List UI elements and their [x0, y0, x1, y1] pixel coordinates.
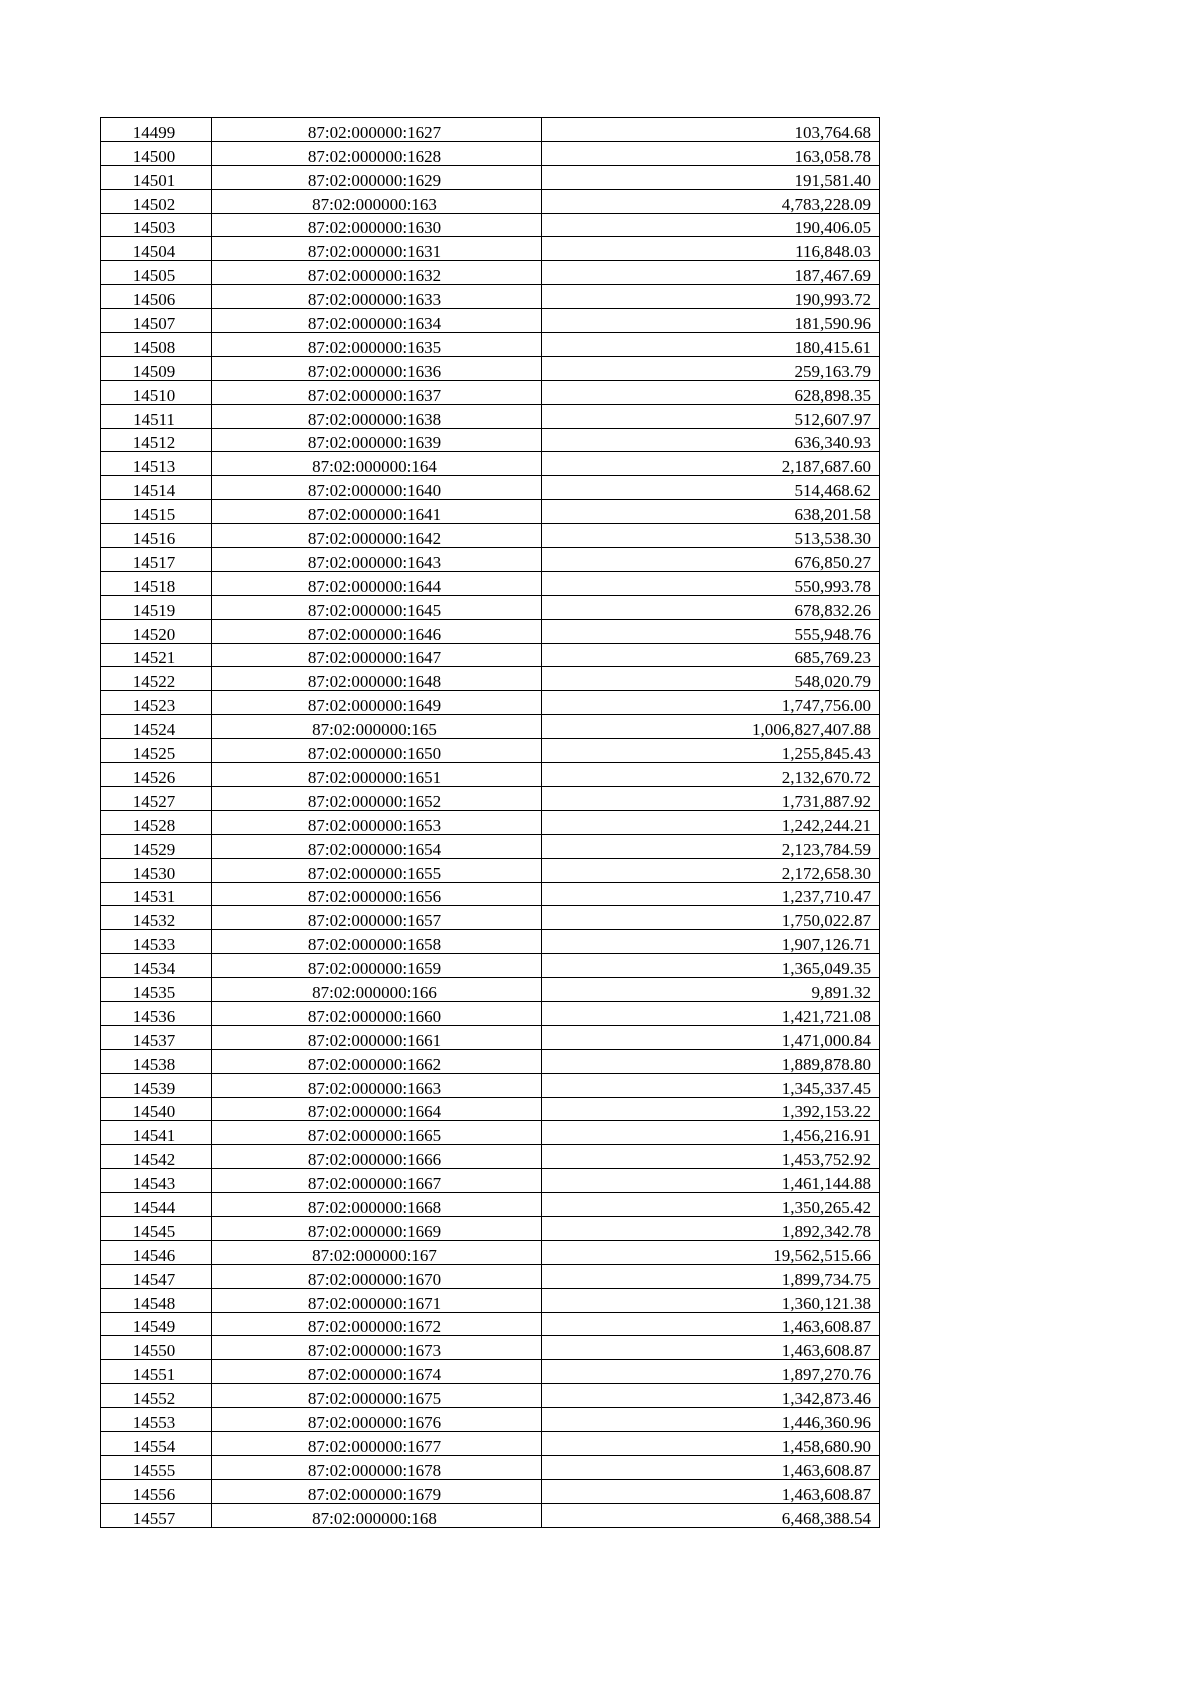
- cadastral-number-cell: 87:02:000000:1669: [212, 1216, 542, 1240]
- cadastral-number-cell: 87:02:000000:1678: [212, 1455, 542, 1479]
- value-cell: 1,392,153.22: [542, 1097, 880, 1121]
- cadastral-number-cell: 87:02:000000:1648: [212, 667, 542, 691]
- cadastral-number-cell: 87:02:000000:168: [212, 1503, 542, 1527]
- table-row: [101, 1312, 880, 1336]
- row-number-cell: 14509: [101, 356, 212, 380]
- table-row: [101, 1121, 880, 1145]
- value-cell: 1,453,752.92: [542, 1145, 880, 1169]
- cadastral-number-cell: 87:02:000000:1666: [212, 1145, 542, 1169]
- cadastral-number-cell: 87:02:000000:1646: [212, 619, 542, 643]
- table-row: [101, 165, 880, 189]
- table-row: [101, 1431, 880, 1455]
- cadastral-number-cell: 87:02:000000:1644: [212, 571, 542, 595]
- cadastral-number-cell: 87:02:000000:1655: [212, 858, 542, 882]
- table-row: [101, 141, 880, 165]
- value-cell: 1,345,337.45: [542, 1073, 880, 1097]
- value-cell: 180,415.61: [542, 333, 880, 357]
- value-cell: 1,365,049.35: [542, 954, 880, 978]
- cadastral-number-cell: 87:02:000000:1637: [212, 380, 542, 404]
- table-row: [101, 715, 880, 739]
- value-cell: 1,889,878.80: [542, 1049, 880, 1073]
- value-cell: 190,406.05: [542, 213, 880, 237]
- row-number-cell: 14504: [101, 237, 212, 261]
- cadastral-number-cell: 87:02:000000:1649: [212, 691, 542, 715]
- row-number-cell: 14510: [101, 380, 212, 404]
- table-row: [101, 1408, 880, 1432]
- cadastral-number-cell: 87:02:000000:1640: [212, 476, 542, 500]
- row-number-cell: 14541: [101, 1121, 212, 1145]
- cadastral-number-cell: 87:02:000000:1662: [212, 1049, 542, 1073]
- row-number-cell: 14542: [101, 1145, 212, 1169]
- row-number-cell: 14557: [101, 1503, 212, 1527]
- row-number-cell: 14545: [101, 1216, 212, 1240]
- table-row: [101, 380, 880, 404]
- row-number-cell: 14511: [101, 404, 212, 428]
- value-cell: 685,769.23: [542, 643, 880, 667]
- cadastral-number-cell: 87:02:000000:1652: [212, 786, 542, 810]
- value-cell: 676,850.27: [542, 548, 880, 572]
- value-cell: 2,172,658.30: [542, 858, 880, 882]
- table-row: [101, 1479, 880, 1503]
- cadastral-number-cell: 87:02:000000:1661: [212, 1025, 542, 1049]
- cadastral-number-cell: 87:02:000000:1665: [212, 1121, 542, 1145]
- table-row: [101, 1097, 880, 1121]
- cadastral-number-cell: 87:02:000000:1668: [212, 1193, 542, 1217]
- value-cell: 103,764.68: [542, 118, 880, 142]
- row-number-cell: 14531: [101, 882, 212, 906]
- table-row: [101, 548, 880, 572]
- row-number-cell: 14548: [101, 1288, 212, 1312]
- row-number-cell: 14527: [101, 786, 212, 810]
- value-cell: 191,581.40: [542, 165, 880, 189]
- cadastral-number-cell: 87:02:000000:1670: [212, 1264, 542, 1288]
- row-number-cell: 14512: [101, 428, 212, 452]
- value-cell: 1,421,721.08: [542, 1001, 880, 1025]
- table-body: [101, 118, 880, 1528]
- row-number-cell: 14555: [101, 1455, 212, 1479]
- table-row: [101, 858, 880, 882]
- value-cell: 2,132,670.72: [542, 763, 880, 787]
- row-number-cell: 14534: [101, 954, 212, 978]
- row-number-cell: 14539: [101, 1073, 212, 1097]
- cadastral-number-cell: 87:02:000000:1672: [212, 1312, 542, 1336]
- row-number-cell: 14515: [101, 500, 212, 524]
- value-cell: 6,468,388.54: [542, 1503, 880, 1527]
- row-number-cell: 14523: [101, 691, 212, 715]
- row-number-cell: 14543: [101, 1169, 212, 1193]
- value-cell: 1,899,734.75: [542, 1264, 880, 1288]
- table-row: [101, 189, 880, 213]
- table-row: [101, 1503, 880, 1527]
- value-cell: 259,163.79: [542, 356, 880, 380]
- row-number-cell: 14521: [101, 643, 212, 667]
- row-number-cell: 14540: [101, 1097, 212, 1121]
- value-cell: 1,458,680.90: [542, 1431, 880, 1455]
- value-cell: 1,456,216.91: [542, 1121, 880, 1145]
- value-cell: 628,898.35: [542, 380, 880, 404]
- value-cell: 638,201.58: [542, 500, 880, 524]
- cadastral-number-cell: 87:02:000000:1647: [212, 643, 542, 667]
- table-row: [101, 1049, 880, 1073]
- value-cell: 1,897,270.76: [542, 1360, 880, 1384]
- cadastral-number-cell: 87:02:000000:1677: [212, 1431, 542, 1455]
- row-number-cell: 14550: [101, 1336, 212, 1360]
- row-number-cell: 14505: [101, 261, 212, 285]
- row-number-cell: 14499: [101, 118, 212, 142]
- row-number-cell: 14520: [101, 619, 212, 643]
- row-number-cell: 14517: [101, 548, 212, 572]
- cadastral-number-cell: 87:02:000000:1639: [212, 428, 542, 452]
- cadastral-number-cell: 87:02:000000:1675: [212, 1384, 542, 1408]
- table-row: [101, 1001, 880, 1025]
- table-row: [101, 333, 880, 357]
- value-cell: 2,187,687.60: [542, 452, 880, 476]
- table-row: [101, 1216, 880, 1240]
- value-cell: 1,242,244.21: [542, 810, 880, 834]
- row-number-cell: 14513: [101, 452, 212, 476]
- row-number-cell: 14551: [101, 1360, 212, 1384]
- row-number-cell: 14502: [101, 189, 212, 213]
- value-cell: 678,832.26: [542, 595, 880, 619]
- table-row: [101, 619, 880, 643]
- row-number-cell: 14546: [101, 1240, 212, 1264]
- table-row: [101, 1288, 880, 1312]
- row-number-cell: 14508: [101, 333, 212, 357]
- table-row: [101, 595, 880, 619]
- value-cell: 548,020.79: [542, 667, 880, 691]
- cadastral-number-cell: 87:02:000000:1632: [212, 261, 542, 285]
- cadastral-number-cell: 87:02:000000:1679: [212, 1479, 542, 1503]
- cadastral-number-cell: 87:02:000000:1660: [212, 1001, 542, 1025]
- row-number-cell: 14530: [101, 858, 212, 882]
- table-row: [101, 428, 880, 452]
- cadastral-number-cell: 87:02:000000:167: [212, 1240, 542, 1264]
- cadastral-number-cell: 87:02:000000:1671: [212, 1288, 542, 1312]
- table-row: [101, 882, 880, 906]
- table-row: [101, 261, 880, 285]
- cadastral-number-cell: 87:02:000000:1633: [212, 285, 542, 309]
- cadastral-number-cell: 87:02:000000:1676: [212, 1408, 542, 1432]
- cadastral-number-cell: 87:02:000000:165: [212, 715, 542, 739]
- row-number-cell: 14525: [101, 739, 212, 763]
- value-cell: 512,607.97: [542, 404, 880, 428]
- cadastral-number-cell: 87:02:000000:1653: [212, 810, 542, 834]
- table-row: [101, 930, 880, 954]
- cadastral-number-cell: 87:02:000000:1658: [212, 930, 542, 954]
- table-row: [101, 571, 880, 595]
- table-row: [101, 834, 880, 858]
- table-row: [101, 404, 880, 428]
- row-number-cell: 14554: [101, 1431, 212, 1455]
- table-row: [101, 118, 880, 142]
- table-row: [101, 810, 880, 834]
- cadastral-number-cell: 87:02:000000:1650: [212, 739, 542, 763]
- value-cell: 9,891.32: [542, 978, 880, 1002]
- row-number-cell: 14524: [101, 715, 212, 739]
- value-cell: 1,237,710.47: [542, 882, 880, 906]
- row-number-cell: 14552: [101, 1384, 212, 1408]
- table-row: [101, 1169, 880, 1193]
- value-cell: 1,360,121.38: [542, 1288, 880, 1312]
- table-row: [101, 237, 880, 261]
- value-cell: 1,463,608.87: [542, 1312, 880, 1336]
- row-number-cell: 14529: [101, 834, 212, 858]
- table-row: [101, 643, 880, 667]
- cadastral-number-cell: 87:02:000000:1638: [212, 404, 542, 428]
- value-cell: 1,350,265.42: [542, 1193, 880, 1217]
- value-cell: 1,446,360.96: [542, 1408, 880, 1432]
- value-cell: 1,463,608.87: [542, 1479, 880, 1503]
- value-cell: 187,467.69: [542, 261, 880, 285]
- row-number-cell: 14507: [101, 309, 212, 333]
- value-cell: 1,463,608.87: [542, 1336, 880, 1360]
- table-row: [101, 739, 880, 763]
- table-row: [101, 213, 880, 237]
- value-cell: 1,747,756.00: [542, 691, 880, 715]
- table-row: [101, 763, 880, 787]
- row-number-cell: 14522: [101, 667, 212, 691]
- row-number-cell: 14538: [101, 1049, 212, 1073]
- table-row: [101, 1145, 880, 1169]
- table-row: [101, 356, 880, 380]
- value-cell: 1,255,845.43: [542, 739, 880, 763]
- cadastral-number-cell: 87:02:000000:1657: [212, 906, 542, 930]
- table-row: [101, 1240, 880, 1264]
- cadastral-number-cell: 87:02:000000:1641: [212, 500, 542, 524]
- data-table: [100, 117, 880, 1528]
- value-cell: 163,058.78: [542, 141, 880, 165]
- cadastral-number-cell: 87:02:000000:1631: [212, 237, 542, 261]
- table-row: [101, 1455, 880, 1479]
- table-row: [101, 1336, 880, 1360]
- cadastral-number-cell: 87:02:000000:1651: [212, 763, 542, 787]
- table-row: [101, 691, 880, 715]
- cadastral-number-cell: 87:02:000000:163: [212, 189, 542, 213]
- row-number-cell: 14526: [101, 763, 212, 787]
- table-row: [101, 1193, 880, 1217]
- row-number-cell: 14532: [101, 906, 212, 930]
- value-cell: 116,848.03: [542, 237, 880, 261]
- row-number-cell: 14500: [101, 141, 212, 165]
- table-row: [101, 285, 880, 309]
- row-number-cell: 14518: [101, 571, 212, 595]
- cadastral-number-cell: 87:02:000000:1635: [212, 333, 542, 357]
- row-number-cell: 14519: [101, 595, 212, 619]
- row-number-cell: 14536: [101, 1001, 212, 1025]
- value-cell: 181,590.96: [542, 309, 880, 333]
- table-row: [101, 1384, 880, 1408]
- table-row: [101, 667, 880, 691]
- row-number-cell: 14503: [101, 213, 212, 237]
- value-cell: 1,471,000.84: [542, 1025, 880, 1049]
- cadastral-number-cell: 87:02:000000:1663: [212, 1073, 542, 1097]
- cadastral-number-cell: 87:02:000000:1673: [212, 1336, 542, 1360]
- cadastral-number-cell: 87:02:000000:1659: [212, 954, 542, 978]
- table-row: [101, 524, 880, 548]
- value-cell: 1,006,827,407.88: [542, 715, 880, 739]
- table-row: [101, 906, 880, 930]
- table-row: [101, 309, 880, 333]
- cadastral-number-cell: 87:02:000000:1643: [212, 548, 542, 572]
- value-cell: 513,538.30: [542, 524, 880, 548]
- cadastral-number-cell: 87:02:000000:1628: [212, 141, 542, 165]
- cadastral-number-cell: 87:02:000000:1627: [212, 118, 542, 142]
- table-row: [101, 1073, 880, 1097]
- row-number-cell: 14528: [101, 810, 212, 834]
- value-cell: 1,461,144.88: [542, 1169, 880, 1193]
- row-number-cell: 14501: [101, 165, 212, 189]
- row-number-cell: 14547: [101, 1264, 212, 1288]
- value-cell: 1,750,022.87: [542, 906, 880, 930]
- cadastral-number-cell: 87:02:000000:1667: [212, 1169, 542, 1193]
- value-cell: 514,468.62: [542, 476, 880, 500]
- table-row: [101, 786, 880, 810]
- value-cell: 555,948.76: [542, 619, 880, 643]
- row-number-cell: 14533: [101, 930, 212, 954]
- value-cell: 2,123,784.59: [542, 834, 880, 858]
- row-number-cell: 14544: [101, 1193, 212, 1217]
- table-row: [101, 978, 880, 1002]
- cadastral-number-cell: 87:02:000000:1630: [212, 213, 542, 237]
- table-row: [101, 476, 880, 500]
- row-number-cell: 14514: [101, 476, 212, 500]
- cadastral-number-cell: 87:02:000000:1654: [212, 834, 542, 858]
- cadastral-number-cell: 87:02:000000:1645: [212, 595, 542, 619]
- table-row: [101, 452, 880, 476]
- value-cell: 1,907,126.71: [542, 930, 880, 954]
- value-cell: 4,783,228.09: [542, 189, 880, 213]
- value-cell: 1,463,608.87: [542, 1455, 880, 1479]
- table-row: [101, 500, 880, 524]
- row-number-cell: 14516: [101, 524, 212, 548]
- cadastral-number-cell: 87:02:000000:1629: [212, 165, 542, 189]
- row-number-cell: 14537: [101, 1025, 212, 1049]
- cadastral-number-cell: 87:02:000000:1656: [212, 882, 542, 906]
- table-row: [101, 1025, 880, 1049]
- value-cell: 1,892,342.78: [542, 1216, 880, 1240]
- cadastral-number-cell: 87:02:000000:1642: [212, 524, 542, 548]
- cadastral-number-cell: 87:02:000000:1636: [212, 356, 542, 380]
- cadastral-number-cell: 87:02:000000:1664: [212, 1097, 542, 1121]
- value-cell: 636,340.93: [542, 428, 880, 452]
- row-number-cell: 14556: [101, 1479, 212, 1503]
- value-cell: 1,342,873.46: [542, 1384, 880, 1408]
- row-number-cell: 14549: [101, 1312, 212, 1336]
- cadastral-number-cell: 87:02:000000:164: [212, 452, 542, 476]
- table-row: [101, 954, 880, 978]
- row-number-cell: 14506: [101, 285, 212, 309]
- table-row: [101, 1264, 880, 1288]
- row-number-cell: 14553: [101, 1408, 212, 1432]
- value-cell: 1,731,887.92: [542, 786, 880, 810]
- cadastral-number-cell: 87:02:000000:1634: [212, 309, 542, 333]
- table-row: [101, 1360, 880, 1384]
- cadastral-number-cell: 87:02:000000:166: [212, 978, 542, 1002]
- value-cell: 550,993.78: [542, 571, 880, 595]
- cadastral-number-cell: 87:02:000000:1674: [212, 1360, 542, 1384]
- value-cell: 19,562,515.66: [542, 1240, 880, 1264]
- row-number-cell: 14535: [101, 978, 212, 1002]
- value-cell: 190,993.72: [542, 285, 880, 309]
